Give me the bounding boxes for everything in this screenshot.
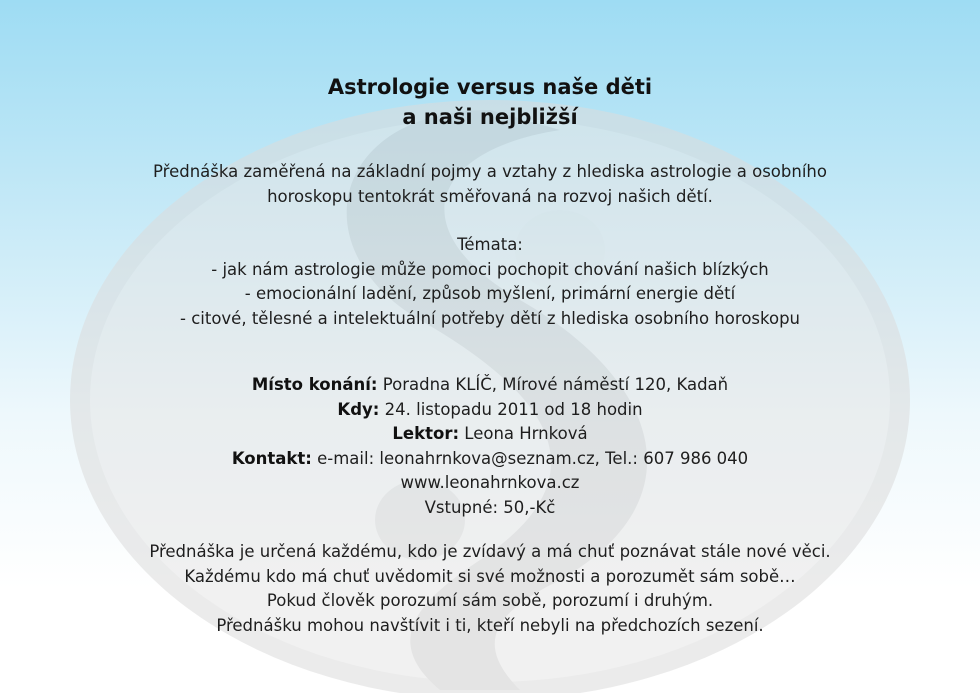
event-info [0,373,980,520]
intro-line-2: horoskopu tentokrát směřovaná na rozvoj našich dětí. [267,186,713,206]
topics-section [0,233,980,331]
contact-label: Kontakt: [231,448,312,468]
place-row [0,373,980,398]
lecturer-row [0,422,980,447]
website-text: www.leonahrnkova.cz [400,473,580,492]
when-row [0,398,980,423]
topic-item: - jak nám astrologie může pomoci pochopit chování našich blízkých [211,259,769,279]
closing-line: Pokud člověk porozumí sám sobě, porozumí i druhým. [266,591,714,610]
contact-value: e-mail: leonahrnkova@seznam.cz, Tel.: 607 986 040 [311,448,749,468]
lecturer-label: Lektor: [392,424,460,443]
intro-line-1: Přednáška zaměřená na základní pojmy a vztahy z hlediska astrologie a osobního [153,162,827,181]
topic-item: - citové, tělesné a intelektuální potřeby dětí z hlediska osobního horoskopu [180,308,800,328]
topics-heading: Témata: [457,235,523,254]
closing-line: Přednášku mohou navštívit i ti, kteří nebyli na předchozích sezení. [216,615,764,635]
when-label: Kdy: [337,399,380,419]
title-line-2: a naši nejbližší [402,105,578,129]
closing-line: Přednáška je určená každému, kdo je zvídavý a má chuť poznávat stále nové věci. [149,542,831,561]
when-value: 24. listopadu 2011 od 18 hodin [379,399,643,419]
title-line-1: Astrologie versus naše děti [327,75,653,99]
closing-paragraph [0,540,980,638]
topic-item: - emocionální ladění, způsob myšlení, primární energie dětí [244,284,736,303]
admission-text: Vstupné: 50,-Kč [424,497,556,517]
contact-row [0,447,980,472]
page-title [0,72,980,132]
place-label: Místo konání: [251,375,378,394]
intro-paragraph [0,160,980,209]
lecturer-value: Leona Hrnková [459,424,588,443]
place-value: Poradna KLÍČ, Mírové náměstí 120, Kadaň [377,375,729,394]
closing-line: Každému kdo má chuť uvědomit si své možnosti a porozumět sám sobě… [184,566,796,586]
